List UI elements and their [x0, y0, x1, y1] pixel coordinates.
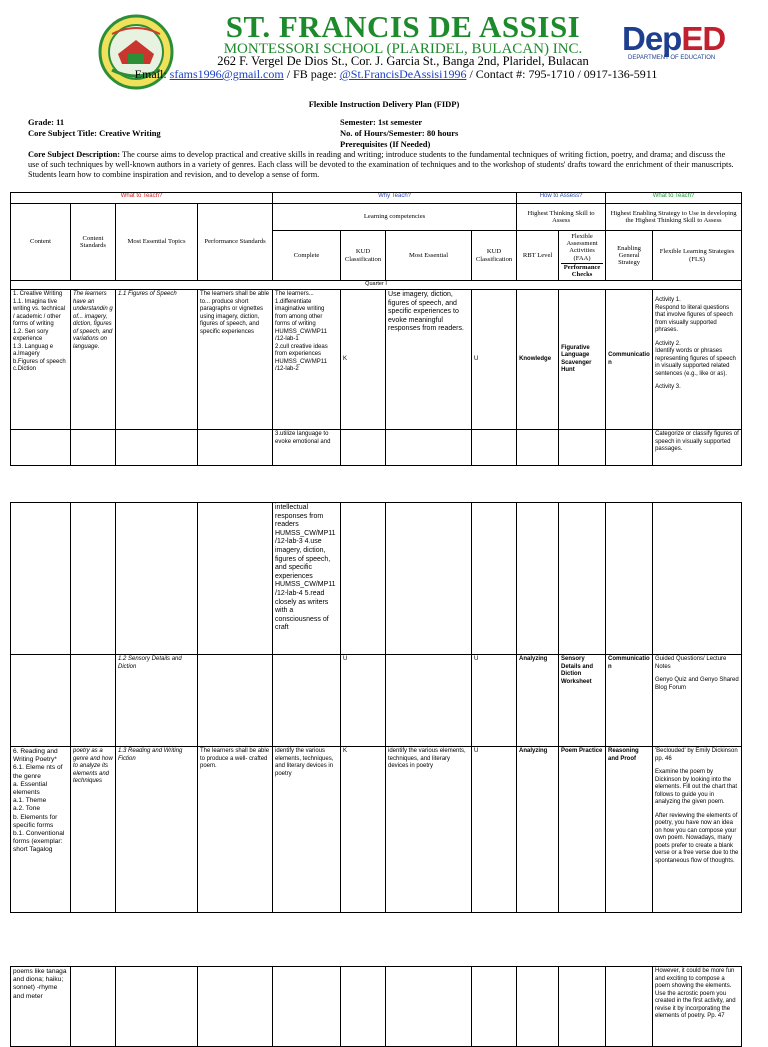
header-content-standards: Content Standards	[71, 204, 116, 281]
category-how-to-assess: How to Assess?	[517, 193, 606, 204]
cell-content-standards: poetry as a genre and how to analyze its elements and techniques	[71, 747, 116, 913]
email-link[interactable]: sfams1996@gmail.com	[169, 67, 284, 81]
cell-kud-2: U	[472, 747, 517, 913]
deped-tagline: DEPARTMENT OF EDUCATION	[628, 55, 716, 61]
cell-fls: Categorize or classify figures of speech in visually supported passages.	[653, 430, 742, 466]
cell-most-essential: identify the various elements, techniques, and literary devices in poetry	[386, 747, 472, 913]
header-highest-enabling-strategy: Highest Enabling Strategy to Use in developing the Highest Thinking Skill to Assess	[606, 204, 742, 231]
email-label: Email:	[134, 67, 170, 81]
grade-label: Grade: 11	[28, 117, 65, 127]
semester-label: Semester: 1st semester	[340, 117, 423, 127]
cell-content-standards: The learners have an understandin g of... imagery, diction, figures of speech, and variations on language.	[71, 290, 116, 430]
hours-label: No. of Hours/Semester: 80 hours	[340, 128, 459, 138]
deped-logo	[622, 20, 725, 58]
table-row	[11, 503, 742, 655]
header-performance-standards: Performance Standards	[198, 204, 273, 281]
cell-enabling-strategy: Communication	[606, 290, 653, 430]
subject-description	[28, 150, 738, 181]
table-row	[11, 430, 742, 466]
header-rbt-level: RBT Level	[517, 231, 559, 281]
contact-line	[96, 67, 696, 82]
cell-faa: Figurative Language Scavenger Hunt	[559, 290, 606, 430]
header-learning-competencies: Learning competencies	[273, 204, 517, 231]
cell-rbt-level: Analyzing	[517, 655, 559, 747]
cell-faa: Poem Practice	[559, 747, 606, 913]
header-kud-1: KUD Classification	[341, 231, 386, 281]
school-subtitle: MONTESSORI SCHOOL (PLARIDEL, BULACAN) INC.	[223, 41, 583, 57]
cell-fls: 'Beclouded' by Emily Dickinson pp. 46 Examine the poem by Dickinson by looking into the elements. Fill out the chart that follows to guide you in analyzing the given poem. After reviewing the elements of poetry, you have now an idea on how you can compose your own poem. Nowadays, many poets prefer to create a blank verse or a free verse due to the spontaneous flow of thoughts.	[653, 747, 742, 913]
category-why-teach: Why Teach?	[273, 193, 517, 204]
cell-kud-2: U	[472, 655, 517, 747]
header-complete: Complete	[273, 231, 341, 281]
description-label: Core Subject Description:	[28, 150, 121, 159]
document-title: Flexible Instruction Delivery Plan (FIDP)	[308, 99, 460, 109]
prerequisites-label: Prerequisites (If Needed)	[340, 139, 431, 149]
deped-logo-dep: Dep	[622, 20, 682, 57]
header-faa	[559, 231, 606, 281]
cell-content: 6. Reading and Writing Poetry* 6.1. Eleme nts of the genre a. Essential elements a.1. Theme a.2. Tone b. Elements for specific forms b.1. Conventional forms (exemplar: short Tagalog	[11, 747, 71, 913]
cell-content: poems like tanaga and diona; haiku; sonnet) -rhyme and meter	[11, 967, 71, 1047]
cell-rbt-level: Analyzing	[517, 747, 559, 913]
header-kud-2: KUD Classification	[472, 231, 517, 281]
school-name: ST. FRANCIS DE ASSISI	[225, 9, 581, 44]
cell-enabling-strategy: Communication	[606, 655, 653, 747]
cell-complete: 3.utilize language to evoke emotional and	[273, 430, 341, 466]
table-row	[11, 747, 742, 913]
header-fls: Flexible Learning Strategies (FLS)	[653, 231, 742, 281]
cell-faa: Sensory Details and Diction Worksheet	[559, 655, 606, 747]
subject-title: Core Subject Title: Creative Writing	[28, 128, 161, 138]
table-row	[11, 967, 742, 1047]
cell-complete: identify the various elements, techniques, and literary devices in poetry	[273, 747, 341, 913]
header-most-essential: Most Essential	[386, 231, 472, 281]
cell-most-essential-topic: 1.2 Sensory Details and Diction	[116, 655, 198, 747]
header-faa-title: Flexible Assessment Activities (FAA)	[566, 232, 598, 262]
header-most-essential-topics: Most Essential Topics	[116, 204, 198, 281]
header-content: Content	[11, 204, 71, 281]
cell-most-essential: Use imagery, diction, figures of speech, and specific experiences to evoke meaningful responses from readers.	[386, 290, 472, 430]
cell-rbt-level: Knowledge	[517, 290, 559, 430]
cell-fls: Activity 1. Respond to literal questions that involve figures of speech from visually supported phrases. Activity 2. Identify words or phrases representing figures of speech in visually supported related sentences (e.g., like or as). Activity 3.	[653, 290, 742, 430]
cell-kud-1: U	[341, 655, 386, 747]
cell-enabling-strategy: Reasoning and Proof	[606, 747, 653, 913]
category-what-to-teach-2: What to Teach?	[606, 193, 742, 204]
quarter-label: Quarter I	[11, 281, 742, 290]
header-highest-thinking-skill: Highest Thinking Skill to Assess	[517, 204, 606, 231]
cell-kud-2: U	[472, 290, 517, 430]
cell-most-essential-topic: 1.3 Reading and Writing Fiction	[116, 747, 198, 913]
table-row	[11, 290, 742, 430]
table-row	[11, 655, 742, 747]
header-enabling-general-strategy: Enabling General Strategy	[606, 231, 653, 281]
cell-performance-standards: The learners shall be able to produce a well- crafted poem.	[198, 747, 273, 913]
cell-complete: The learners... 1.differentiate imaginative writing from among other forms of writing HUMSS_CW/MP11 /12-lab-1 2.cull creative ideas from experiences HUMSS_CW/MP11 /12-lab-2	[273, 290, 341, 430]
description-text: The course aims to develop practical and creative skills in reading and writing; introduce students to the fundamental techniques of writing fiction, poetry, and drama; and discuss the use of such techniques by well-known authors in a variety of genres. Each class will be devoted to the examination of techniques and to the workshop of students' drafts toward the enrichment of their manuscripts. Students learn how to combine inspiration and revision, and to develop a sense of form.	[28, 150, 734, 180]
fb-link[interactable]: @St.FrancisDeAssisi1996	[339, 67, 467, 81]
fidp-table-1	[10, 192, 742, 466]
cell-fls: However, it could be more fun and exciting to compose a poem showing the elements. Use the acrostic poem you created in the first activity, and revise it by incorporating the elements of poetry. Pp. 47	[653, 967, 742, 1047]
contact-numbers: / Contact #: 795-1710 / 0917-136-5911	[466, 67, 658, 81]
cell-content: 1. Creative Writing 1.1. Imagina tive writing vs. technical / academic / other forms of writing 1.2. Sen sory experience 1.3. Languag e a.Imagery b.Figures of speech c.Diction	[11, 290, 71, 430]
cell-performance-standards: The learners shall be able to... produce short paragraphs or vignettes using imagery, diction, figures of speech, and specific experiences	[198, 290, 273, 430]
header-performance-checks: Performance Checks	[561, 263, 603, 278]
fidp-table-2	[10, 502, 742, 913]
category-what-to-teach: What to Teach?	[11, 193, 273, 204]
cell-kud-1: K	[341, 290, 386, 430]
fidp-table-3	[10, 966, 742, 1047]
cell-complete: intellectual responses from readers HUMSS_CW/MP11 /12-lab-3 4.use imagery, diction, figures of speech, and specific experiences HUMSS_CW/MP11 /12-lab-4 5.read closely as writers with a consciousness of craft	[273, 503, 341, 655]
deped-logo-ed: ED	[681, 20, 726, 57]
school-address: 262 F. Vergel De Dios St., Cor. J. Garcia St., Banga 2nd, Plaridel, Bulacan	[217, 54, 589, 68]
cell-most-essential-topic: 1.1 Figures of Speech	[116, 290, 198, 430]
cell-fls: Guided Questions/ Lecture Notes Genyo Quiz and Genyo Shared Blog Forum	[653, 655, 742, 747]
fb-label: / FB page:	[283, 67, 340, 81]
cell-kud-1: K	[341, 747, 386, 913]
